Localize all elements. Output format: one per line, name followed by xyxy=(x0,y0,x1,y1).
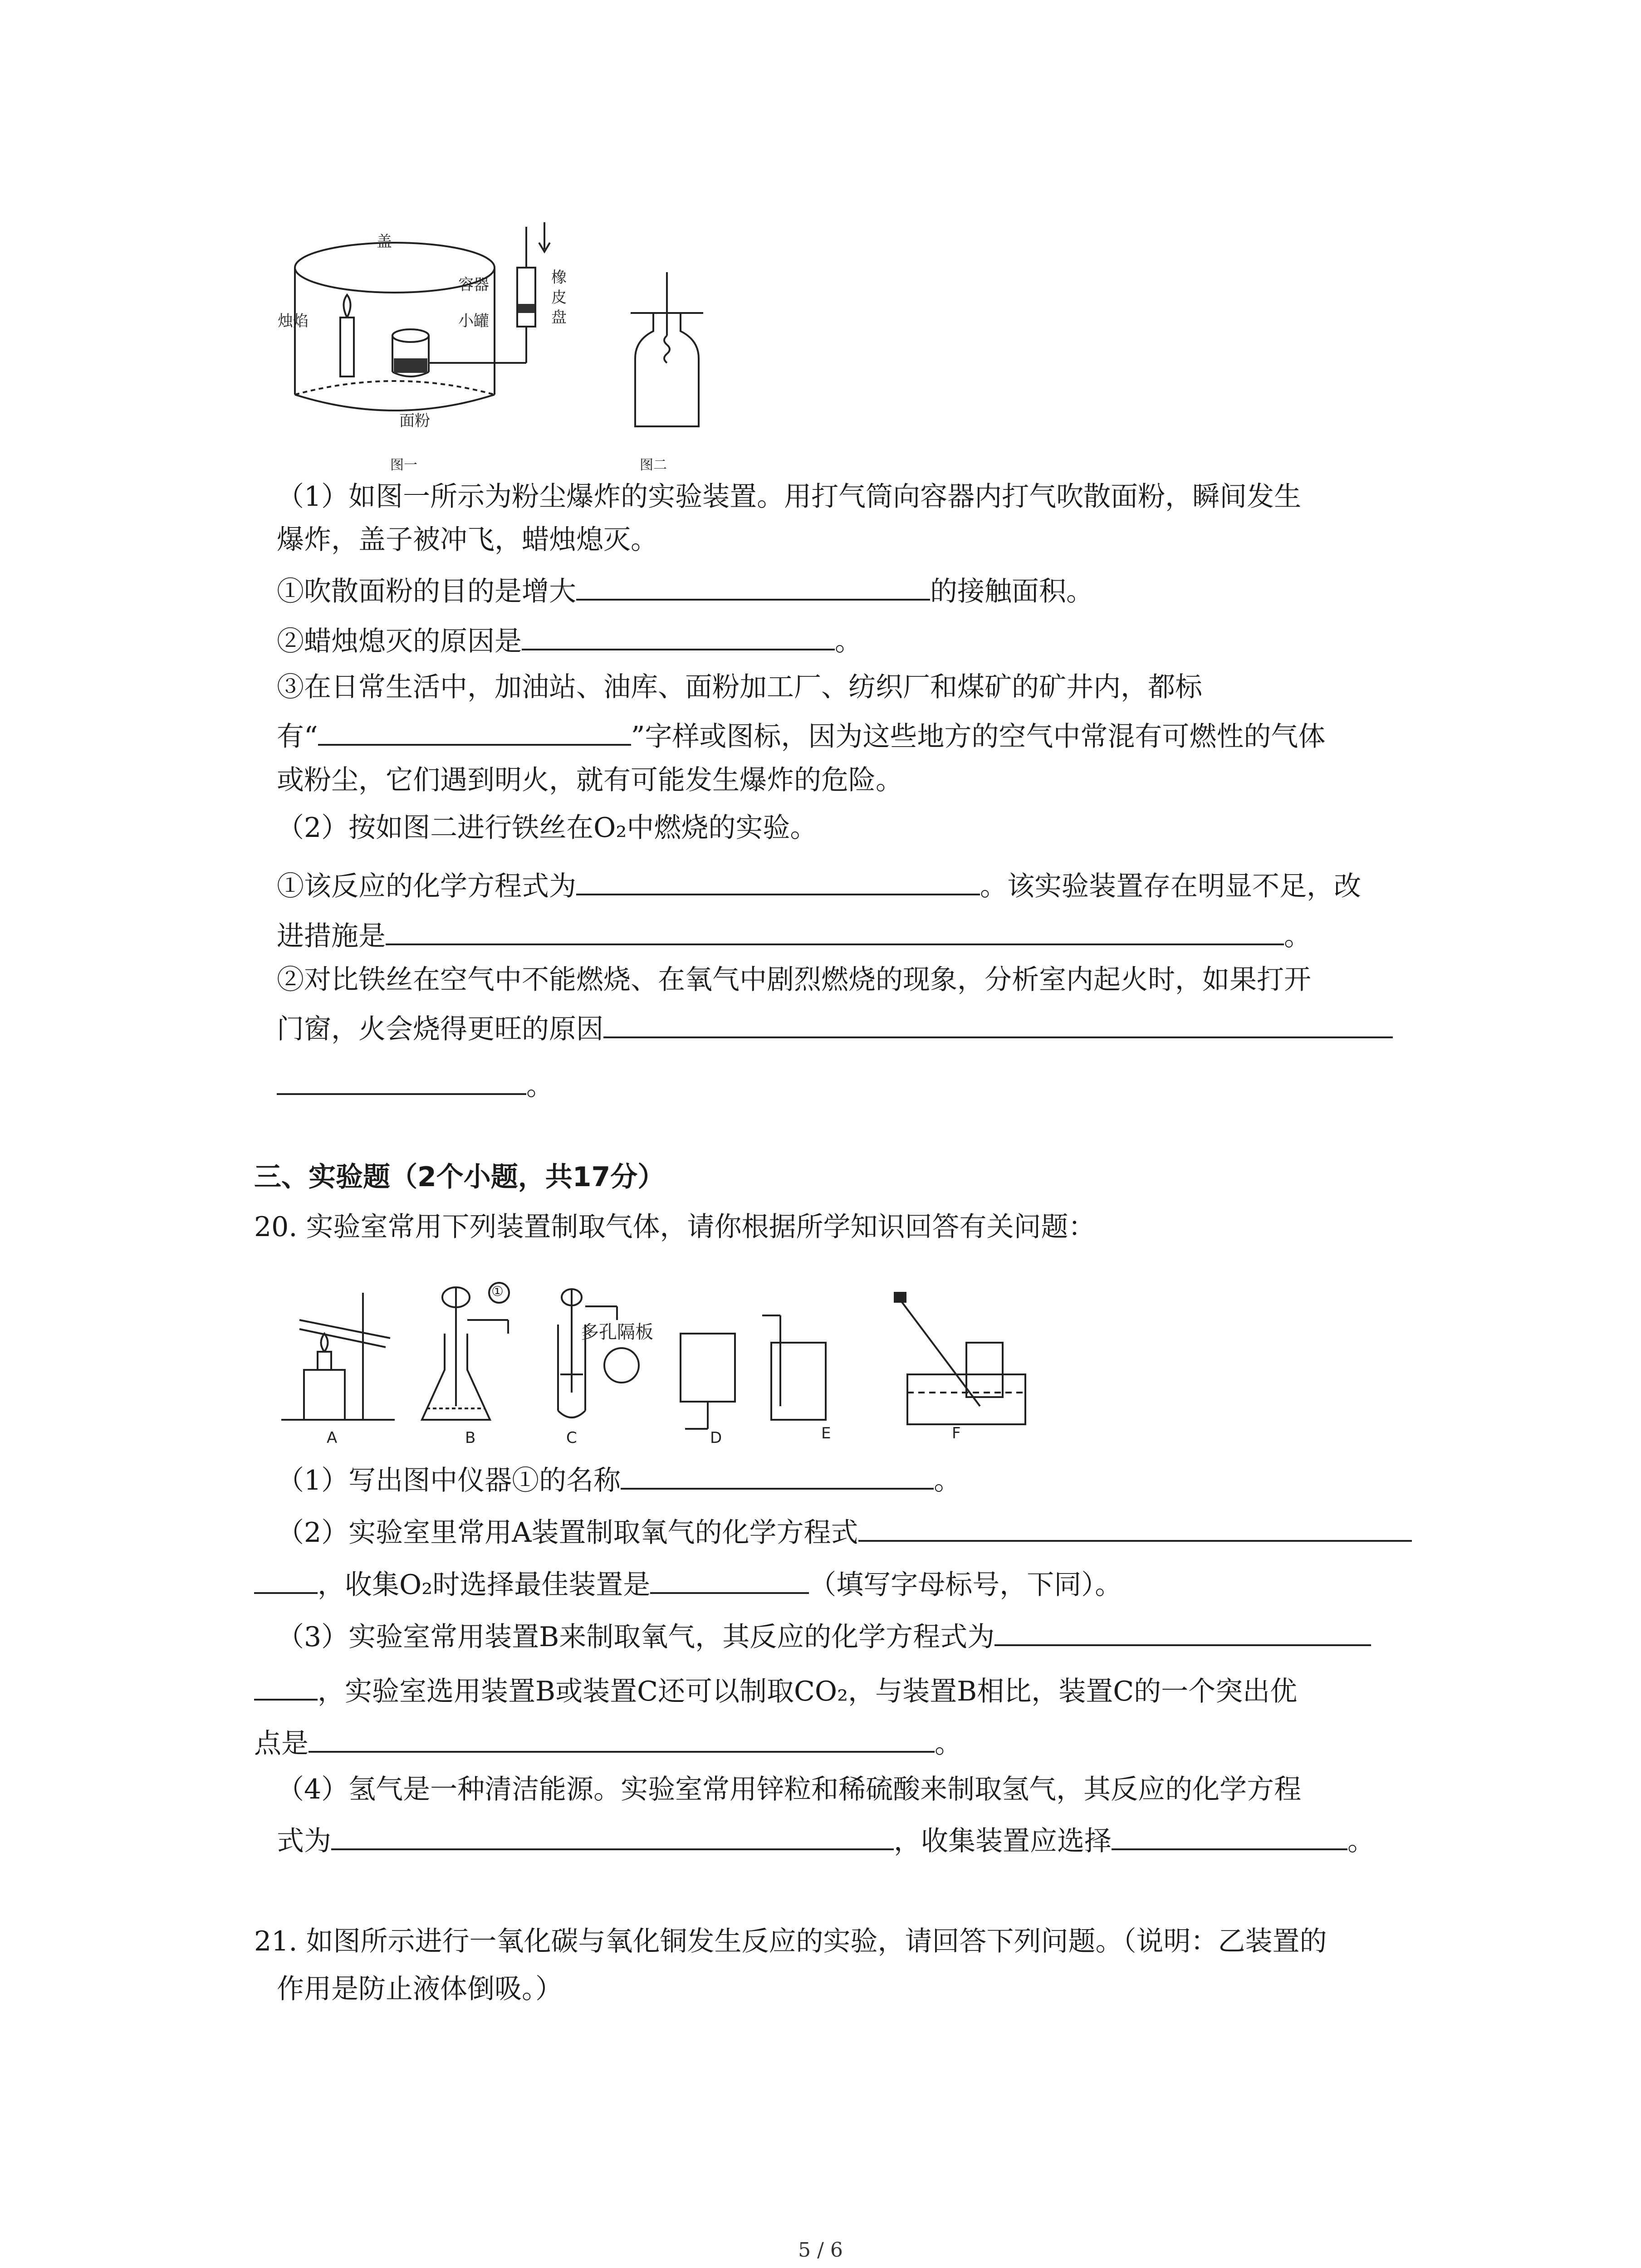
answer-blank[interactable] xyxy=(650,1565,809,1594)
q19-t2-line-c: 。 xyxy=(277,1066,554,1104)
apparatus-label-F: F xyxy=(952,1424,961,1442)
q20-l1: （1）写出图中仪器①的名称 。 xyxy=(277,1461,961,1499)
porous-plate-label: 多孔隔板 xyxy=(581,1322,653,1343)
q19-sub3-line-a: ③在日常生活中，加油站、油库、面粉加工厂、纺织厂和煤矿的矿井内，都标 xyxy=(277,671,1202,703)
answer-blank[interactable] xyxy=(621,1461,934,1490)
q20-l3-a: （3）实验室常用装置B来制取氧气，其反应的化学方程式为 xyxy=(277,1617,1371,1655)
label-flame: 烛焰 xyxy=(278,312,309,330)
q19-t2-line-a: ②对比铁丝在空气中不能燃烧、在氧气中剧烈燃烧的现象，分析室内起火时，如果打开 xyxy=(277,964,1311,996)
q20-apparatus-figure xyxy=(272,1279,1071,1438)
apparatus-label-D: D xyxy=(710,1429,722,1447)
apparatus-label-C: C xyxy=(566,1429,577,1447)
label-flour: 面粉 xyxy=(399,412,430,430)
q20-l2-b: ，收集O₂时选择最佳装置是 （填写字母标号，下同）。 xyxy=(254,1565,1122,1603)
answer-blank[interactable] xyxy=(1112,1821,1347,1850)
q21-line-2: 作用是防止液体倒吸。） xyxy=(277,1973,563,2005)
caption-figure-2: 图二 xyxy=(640,457,667,473)
answer-blank[interactable] xyxy=(318,717,631,746)
q19-sub3-line-b: 有“ ”字样或图标，因为这些地方的空气中常混有可燃性的气体 xyxy=(277,717,1325,755)
q20-intro: 20. 实验室常用下列装置制取气体，请你根据所学知识回答有关问题： xyxy=(254,1211,1096,1243)
section-3-heading: 三、实验题（2个小题，共17分） xyxy=(254,1161,665,1193)
figure-1-dust-explosion xyxy=(272,213,590,472)
label-can: 小罐 xyxy=(458,312,489,330)
label-bulb: 橡皮盘 xyxy=(551,269,567,327)
caption-figure-1: 图一 xyxy=(390,457,417,473)
q21-line-1: 21. 如图所示进行一氧化碳与氧化铜发生反应的实验，请回答下列问题。（说明：乙装置的 xyxy=(254,1926,1327,1957)
page-number: 5 / 6 xyxy=(798,2239,843,2262)
q19-sub2: ②蜡烛熄灭的原因是 。 xyxy=(277,621,862,660)
apparatus-label-E: E xyxy=(821,1424,831,1442)
answer-blank[interactable] xyxy=(576,866,980,895)
apparatus-label-A: A xyxy=(327,1429,338,1447)
answer-blank[interactable] xyxy=(603,1009,1393,1038)
answer-blank[interactable] xyxy=(254,1672,318,1701)
answer-blank[interactable] xyxy=(386,916,1284,945)
q20-l3-c: 点是 。 xyxy=(254,1724,962,1762)
q19-t1-line-b: 进措施是 。 xyxy=(277,916,1311,954)
answer-blank[interactable] xyxy=(576,572,930,601)
q19-part2: （2）按如图二进行铁丝在O₂中燃烧的实验。 xyxy=(277,812,818,844)
q19-part1-line-a: （1）如图一所示为粉尘爆炸的实验装置。用打气筒向容器内打气吹散面粉，瞬间发生 xyxy=(277,481,1302,513)
q20-l4-b: 式为 ，收集装置应选择 。 xyxy=(277,1821,1375,1859)
q20-l2-a: （2）实验室里常用A装置制取氧气的化学方程式 xyxy=(277,1513,1412,1551)
answer-blank[interactable] xyxy=(254,1565,318,1594)
answer-blank[interactable] xyxy=(309,1724,935,1753)
q19-part1-line-b: 爆炸，盖子被冲飞，蜡烛熄灭。 xyxy=(277,524,658,556)
figure-2-iron-combustion xyxy=(626,272,708,435)
answer-blank[interactable] xyxy=(994,1617,1371,1646)
apparatus-label-B: B xyxy=(465,1429,476,1447)
label-lid: 盖 xyxy=(377,233,392,251)
answer-blank[interactable] xyxy=(858,1513,1412,1542)
label-container: 容器 xyxy=(458,276,489,294)
q20-l4-a: （4）氢气是一种清洁能源。实验室常用锌粒和稀硫酸来制取氢气，其反应的化学方程 xyxy=(277,1774,1302,1805)
q19-t2-line-b: 门窗，火会烧得更旺的原因 xyxy=(277,1009,1393,1047)
q19-sub3-line-c: 或粉尘，它们遇到明火，就有可能发生爆炸的危险。 xyxy=(277,764,903,796)
q19-sub1: ①吹散面粉的目的是增大 的接触面积。 xyxy=(277,572,1093,610)
q20-l3-b: ，实验室选用装置B或装置C还可以制取CO₂，与装置B相比，装置C的一个突出优 xyxy=(254,1672,1297,1710)
q19-t1-line-a: ①该反应的化学方程式为 。该实验装置存在明显不足，改 xyxy=(277,866,1361,904)
marker-1: ① xyxy=(491,1284,504,1300)
answer-blank[interactable] xyxy=(331,1821,894,1850)
answer-blank[interactable] xyxy=(522,621,835,650)
answer-blank[interactable] xyxy=(277,1066,526,1095)
